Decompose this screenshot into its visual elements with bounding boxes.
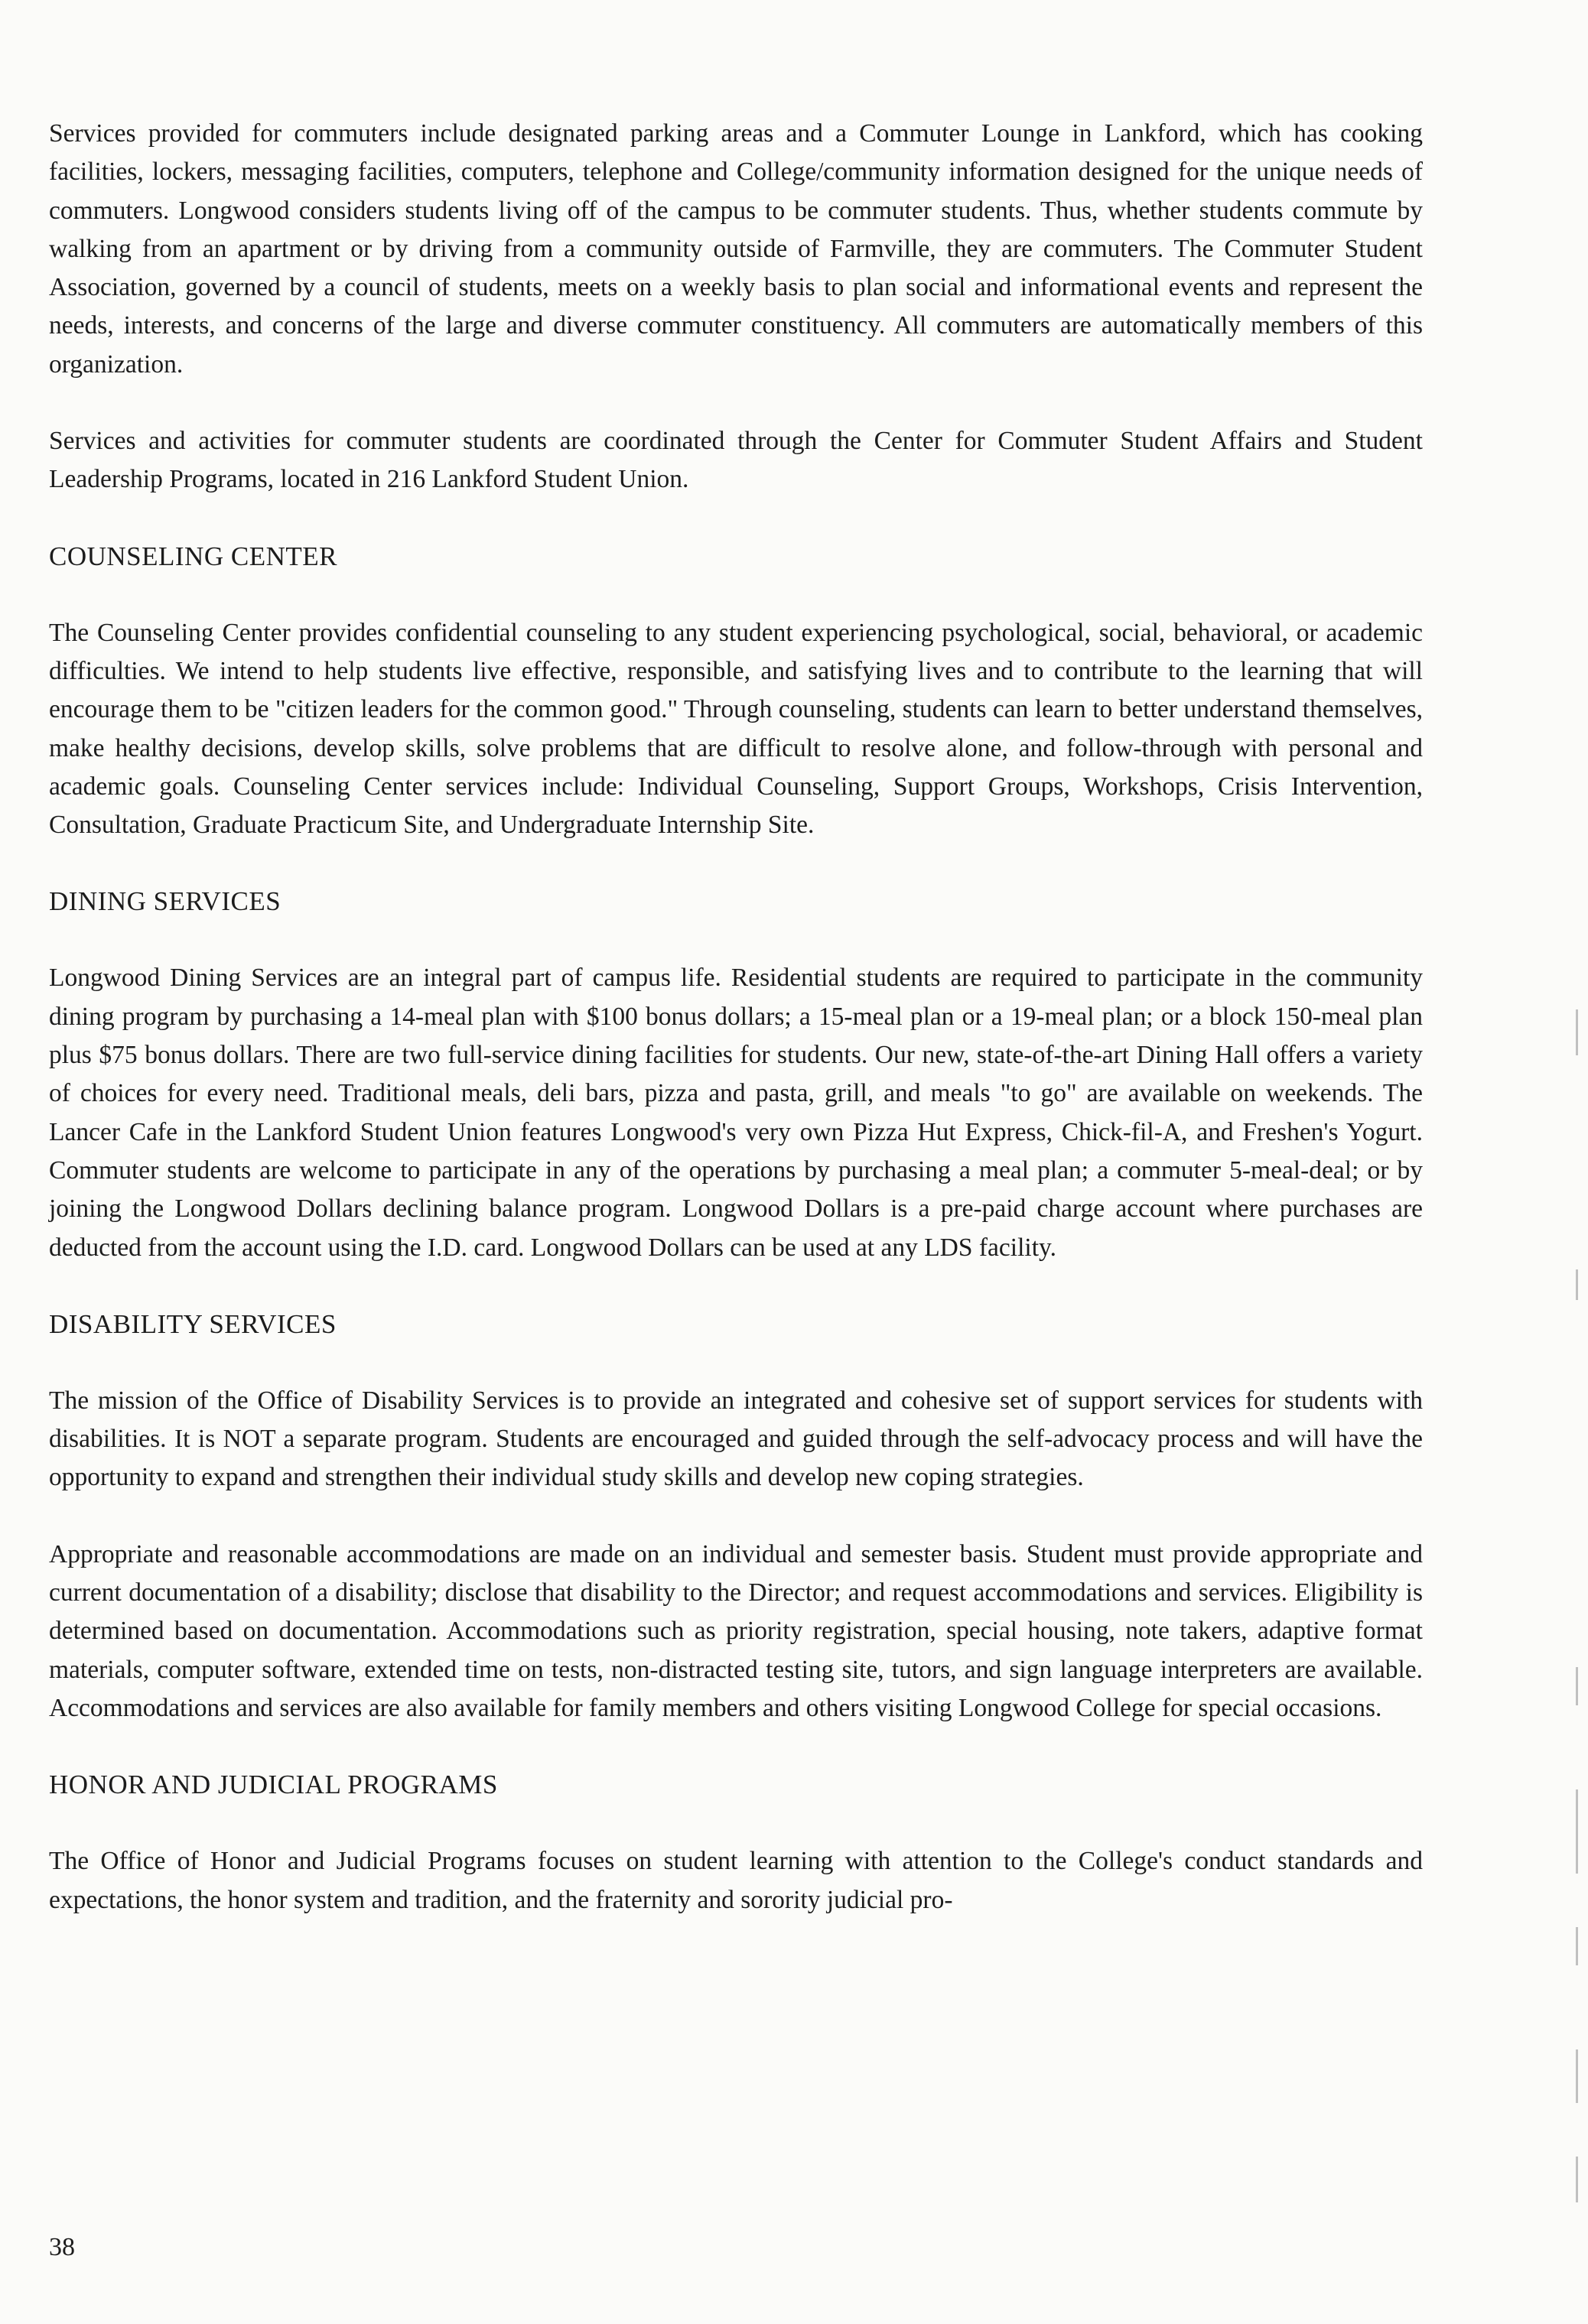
page-body [49,115,1423,1919]
scan-edge-mark [1576,1789,1578,1874]
commuter-services-paragraph: Services provided for commuters include designated parking areas and a Commuter Lounge in Lankford, which has cooking facilities, lockers, messaging facilities, computers, telephone and College/community information designed for the unique needs of commuters. Longwood considers students living off of the campus to be commuter students. Thus, whether students commute by walking from an apartment or by driving from a community outside of Farmville, they are commuters. The Commuter Student Association, governed by a council of students, meets on a weekly basis to plan social and informational events and represent the needs, interests, and concerns of the large and diverse commuter constituency. All commuters are automatically members of this organization. [49,119,1423,379]
disability-mission-paragraph: The mission of the Office of Disability Services is to provide an integrated and cohesive set of support services for students with disabilities. It is NOT a separate program. Students are encouraged and guided through the self-advocacy process and will have the opportunity to expand and strengthen their individual study skills and develop new coping strategies. [49,1386,1423,1492]
page-number: 38 [49,2233,75,2261]
scan-edge-mark [1576,1009,1578,1055]
honor-judicial-heading: HONOR AND JUDICIAL PROGRAMS [49,1770,498,1800]
disability-accommodations-paragraph: Appropriate and reasonable accommodations are made on an individual and semester basis. Student must provide appropriate and current documentation of a disability; disclose that disability to the Director; and request accommodations and services. Eligibility is determined based on documentation. Accommodations such as priority registration, special housing, note takers, adaptive format materials, computer software, extended time on tests, non-distracted testing site, tutors, and sign language interpreters are available. Accommodations and services are also available for family members and others visiting Longwood College for special occasions. [49,1539,1423,1722]
scan-edge-mark [1576,1269,1578,1300]
commuter-activities-paragraph: Services and activities for commuter students are coordinated through the Center for Commuter Student Affairs and Student Leadership Programs, located in 216 Lankford Student Union. [49,427,1423,494]
scan-edge-mark [1576,2049,1578,2103]
counseling-center-heading: COUNSELING CENTER [49,541,337,571]
dining-services-heading: DINING SERVICES [49,886,281,917]
counseling-center-paragraph: The Counseling Center provides confidential counseling to any student experiencing psychological, social, behavioral, or academic difficulties. We intend to help students live effective, responsible, and satisfying lives and to contribute to the learning that will encourage them to be "citizen leaders for the common good." Through counseling, students can learn to better understand themselves, make healthy decisions, develop skills, solve problems that are difficult to resolve alone, and follow-through with personal and academic goals. Counseling Center services include: Individual Counseling, Support Groups, Workshops, Crisis Intervention, Consultation, Graduate Practicum Site, and Undergraduate Internship Site. [49,618,1423,840]
scan-edge-mark [1576,1927,1578,1965]
scan-edge-mark [1576,1667,1578,1705]
scan-edge-mark [1576,2157,1578,2202]
dining-services-paragraph: Longwood Dining Services are an integral part of campus life. Residential students are required to participate in the community dining program by purchasing a 14-meal plan with $100 bonus dollars; a 15-meal plan or a 19-meal plan; or a block 150-meal plan plus $75 bonus dollars. There are two full-service dining facilities for students. Our new, state-of-the-art Dining Hall offers a variety of choices for every need. Traditional meals, deli bars, pizza and pasta, grill, and meals "to go" are available on weekends. The Lancer Cafe in the Lankford Student Union features Longwood's very own Pizza Hut Express, Chick-fil-A, and Freshen's Yogurt. Commuter students are welcome to participate in any of the operations by purchasing a meal plan; a commuter 5-meal-deal; or by joining the Longwood Dollars declining balance program. Longwood Dollars is a pre-paid charge account where purchases are deducted from the account using the I.D. card. Longwood Dollars can be used at any LDS facility. [49,964,1423,1262]
honor-judicial-paragraph: The Office of Honor and Judicial Programs focuses on student learning with attention to the College's conduct standards and expectations, the honor system and tradition, and the fraternity and sorority judicial pro- [49,1847,1423,1914]
disability-services-heading: DISABILITY SERVICES [49,1308,337,1339]
